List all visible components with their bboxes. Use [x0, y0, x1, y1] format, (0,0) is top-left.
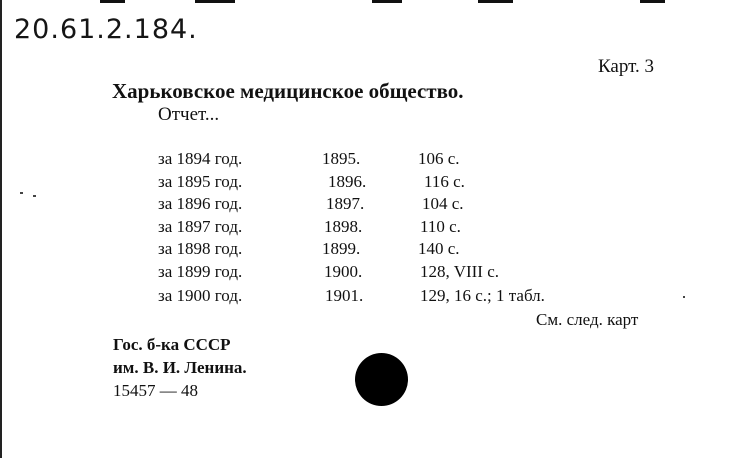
- row-pages: 129, 16 с.; 1 табл.: [420, 286, 545, 305]
- row-period: за 1900 год.: [158, 286, 243, 305]
- card-left-edge: [0, 0, 2, 458]
- row-period: за 1895 год.: [158, 172, 243, 191]
- scan-speck: [33, 195, 36, 197]
- row-pages: 128, VIII с.: [420, 262, 499, 281]
- row-period: за 1897 год.: [158, 217, 243, 236]
- row-period: за 1894 год.: [158, 149, 243, 168]
- row-pages: 106 с.: [418, 149, 460, 168]
- row-year: 1897.: [326, 194, 365, 213]
- call-number: 20.61.2.184.: [14, 14, 198, 45]
- row-period: за 1899 год.: [158, 262, 243, 281]
- library-stamp: [113, 333, 247, 402]
- print-number: 15457 — 48: [113, 381, 198, 400]
- card-punch-hole: [355, 353, 408, 406]
- row-pages: 104 с.: [422, 194, 464, 213]
- library-name: Гос. б-ка СССР: [113, 335, 231, 354]
- row-year: 1895.: [322, 149, 361, 168]
- row-pages: 110 с.: [420, 217, 461, 236]
- row-year: 1901.: [325, 286, 364, 305]
- row-pages: 116 с.: [424, 172, 465, 191]
- card-top-edge: [0, 0, 750, 3]
- row-year: 1899.: [322, 239, 361, 258]
- see-next-card-note: См. след. карт: [536, 310, 639, 329]
- row-year: 1900.: [324, 262, 363, 281]
- scan-speck: [683, 296, 685, 298]
- row-year: 1896.: [328, 172, 367, 191]
- library-dedication: им. В. И. Ленина.: [113, 358, 247, 377]
- row-year: 1898.: [324, 217, 363, 236]
- scan-speck: [20, 192, 23, 194]
- row-pages: 140 с.: [418, 239, 460, 258]
- row-period: за 1896 год.: [158, 194, 243, 213]
- row-period: за 1898 год.: [158, 239, 243, 258]
- record-title: Харьковское медицинское общество.: [112, 79, 464, 103]
- record-subtitle: Отчет...: [158, 104, 220, 125]
- card-number: Карт. 3: [598, 56, 654, 77]
